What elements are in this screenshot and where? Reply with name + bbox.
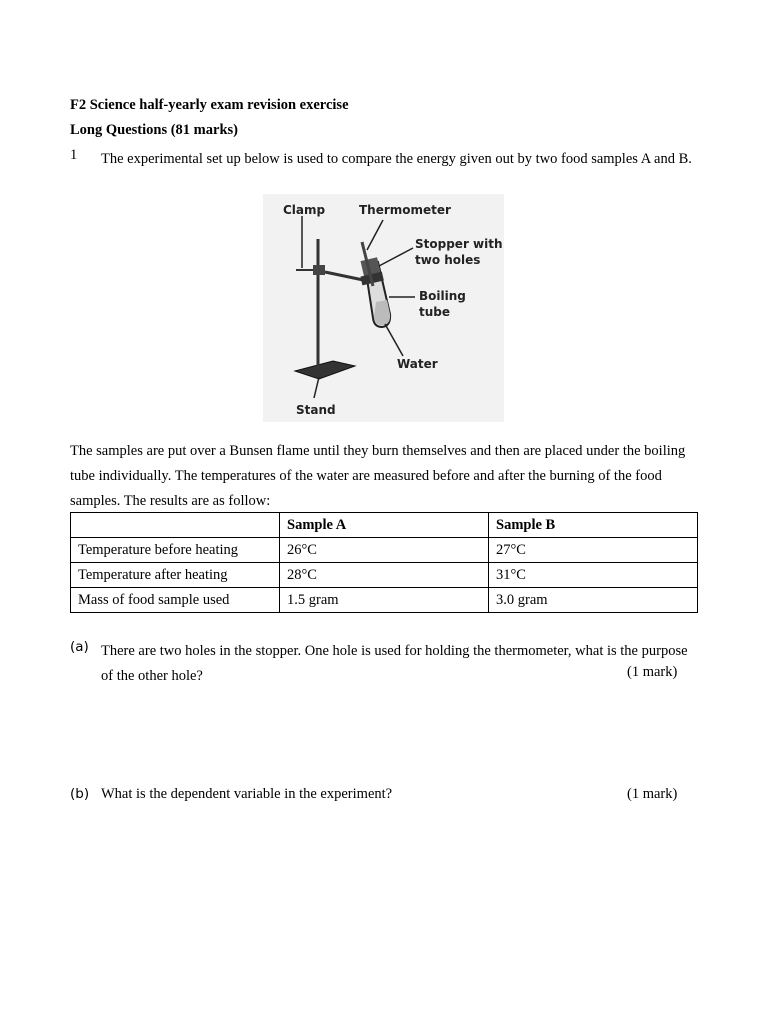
apparatus-svg xyxy=(263,194,504,422)
question-text: The experimental set up below is used to compare the energy given out by two food samples A and B. xyxy=(101,151,692,167)
part-a-label: (a) xyxy=(70,639,89,655)
label-stopper-line2: two holes xyxy=(415,253,481,267)
apparatus-diagram xyxy=(263,194,504,422)
part-b-question: What is the dependent variable in the experiment? xyxy=(101,786,393,802)
table-row xyxy=(71,538,698,563)
part-a-question: There are two holes in the stopper. One hole is used for holding the thermometer, what is the purpose of the other hole? xyxy=(101,643,688,684)
table-header-cell xyxy=(71,513,280,538)
table-header-cell: Sample B xyxy=(489,513,698,538)
section-heading: Long Questions (81 marks) xyxy=(70,122,238,138)
part-b-marks: (1 mark) xyxy=(627,786,678,802)
question-number: 1 xyxy=(70,147,78,163)
label-stand: Stand xyxy=(296,403,336,417)
table-row xyxy=(71,563,698,588)
results-table xyxy=(70,512,698,613)
table-row xyxy=(71,588,698,613)
table-cell: Temperature after heating xyxy=(71,563,280,588)
label-water: Water xyxy=(397,357,438,371)
water-in-tube xyxy=(374,300,390,325)
document-title: F2 Science half-yearly exam revision exercise xyxy=(70,97,349,113)
label-boiling-line1: Boiling xyxy=(419,289,466,303)
procedure-paragraph: The samples are put over a Bunsen flame until they burn themselves and then are placed under the boiling tube individually. The temperatures of the water are measured before and after the burning of the food samples. The results are as follow: xyxy=(70,443,686,509)
label-stopper-line1: Stopper with xyxy=(415,237,503,251)
label-boiling-line2: tube xyxy=(419,305,451,319)
part-b-label: (b) xyxy=(70,786,90,802)
table-cell: Temperature before heating xyxy=(71,538,280,563)
label-thermometer: Thermometer xyxy=(359,203,451,217)
table-cell: 28°C xyxy=(280,563,489,588)
table-cell: Mass of food sample used xyxy=(71,588,280,613)
table-cell: 26°C xyxy=(280,538,489,563)
table-cell: 27°C xyxy=(489,538,698,563)
table-header-cell: Sample A xyxy=(280,513,489,538)
table-cell: 31°C xyxy=(489,563,698,588)
clamp-boss xyxy=(313,265,325,275)
part-a-marks: (1 mark) xyxy=(627,664,678,680)
label-clamp: Clamp xyxy=(283,203,326,217)
table-cell: 1.5 gram xyxy=(280,588,489,613)
table-cell: 3.0 gram xyxy=(489,588,698,613)
table-header-row xyxy=(71,513,698,538)
